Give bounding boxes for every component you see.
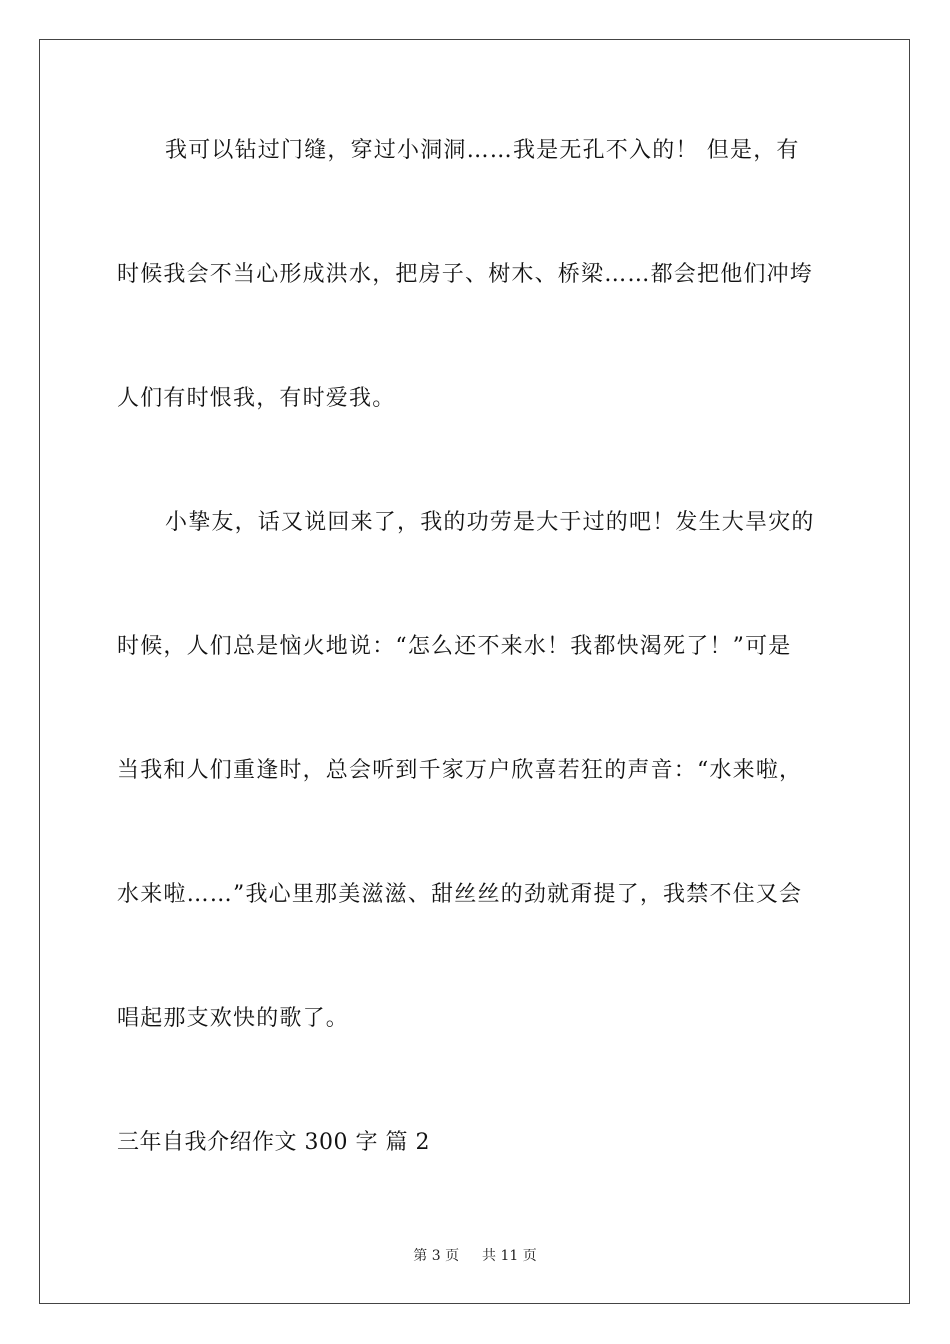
- paragraph-line-2: 时候我会不当心形成洪水，把房子、树木、桥梁……都会把他们冲垮: [117, 262, 814, 287]
- page-number: 第 3 页: [413, 1248, 460, 1264]
- page-frame: [39, 39, 910, 1304]
- paragraph-line-8: 唱起那支欢快的歌了。: [117, 1006, 350, 1031]
- total-pages: 共 11 页: [482, 1248, 537, 1264]
- paragraph-line-5: 时候，人们总是恼火地说：“怎么还不来水！我都快渴死了！”可是: [117, 634, 792, 659]
- paragraph-line-6: 当我和人们重逢时，总会听到千家万户欣喜若狂的声音：“水来啦，: [117, 758, 803, 783]
- paragraph-line-1: 我可以钻过门缝，穿过小洞洞……我是无孔不入的！ 但是，有: [165, 138, 800, 163]
- page-footer: [0, 1246, 950, 1266]
- section-heading: 三年自我介绍作文 300 字 篇 2: [117, 1130, 430, 1155]
- paragraph-line-4: 小挚友，话又说回来了，我的功劳是大于过的吧！发生大旱灾的: [165, 510, 815, 535]
- paragraph-line-7: 水来啦……”我心里那美滋滋、甜丝丝的劲就甭提了，我禁不住又会: [117, 882, 803, 907]
- paragraph-line-3: 人们有时恨我，有时爱我。: [117, 386, 396, 411]
